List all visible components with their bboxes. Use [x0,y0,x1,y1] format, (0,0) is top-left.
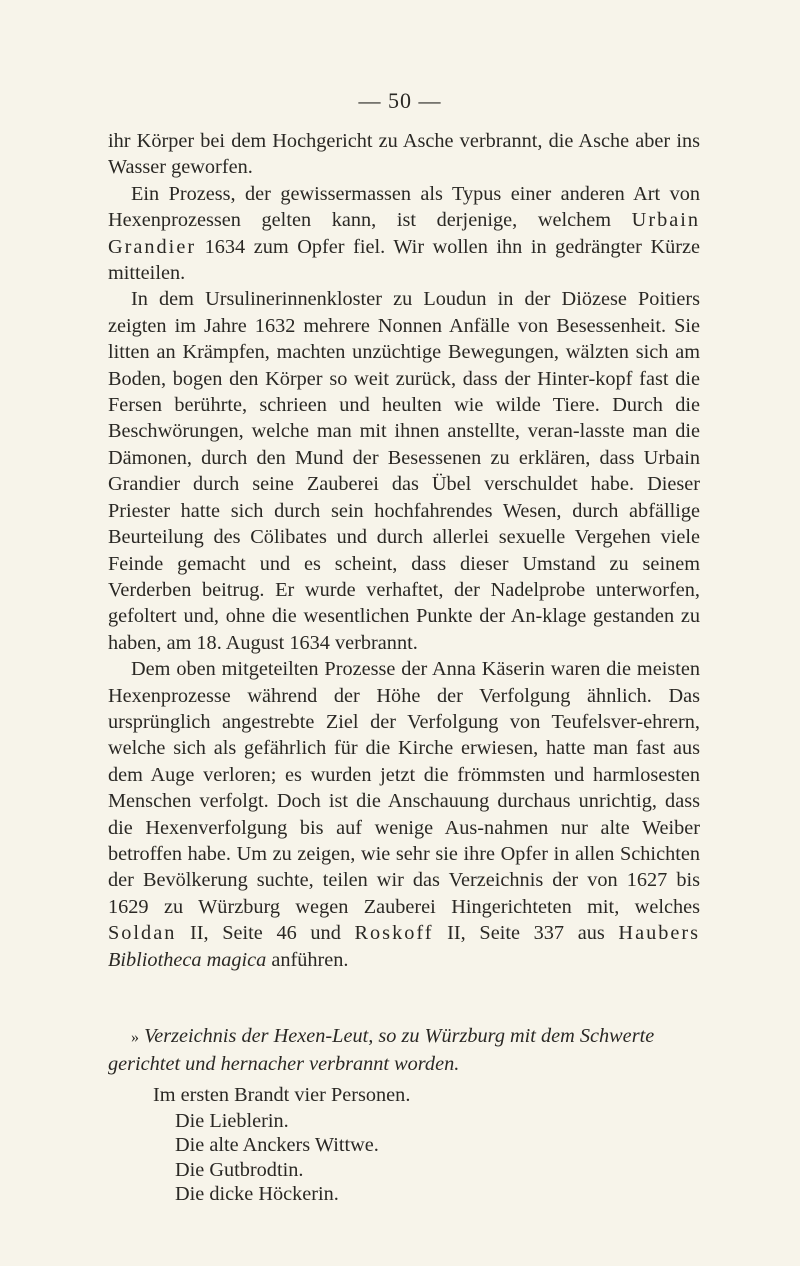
author-name: Haubers [618,922,700,945]
list-heading: Im ersten Brandt vier Personen. [153,1084,411,1106]
list-title [108,1023,700,1078]
list-item: Die Gutbrodtin. [175,1158,304,1181]
person-name: Urbain Grandier [108,209,700,258]
paragraph [108,286,700,656]
text-segment: Dem oben mitgeteilten Prozesse der Anna Käserin waren die meisten Hexenprozesse während der Höhe der Verfolgung ähnlich. Das ursprünglich angestrebte Ziel der Verfolgung von Teufelsver-ehrern, welche sich als gefährlich für die Kirche erwiesen, hatte man fast aus dem Auge verloren; es wurden jetzt die frömmsten und harmlosesten Menschen verfolgt. Doch ist die Anschauung durchaus unrichtig, dass die Hexenverfolgung bis auf wenige Aus-nahmen nur alte Weiber betroffen habe. Um zu zeigen, wie sehr sie ihre Opfer in allen Schichten der Bevölkerung suchte, teilen wir das Verzeichnis der von 1627 bis 1629 zu Würzburg wegen Zauberei Hingerichteten mit, welches [108,658,700,918]
page-number: — 50 — [358,88,442,113]
list-item: Die Lieblerin. [175,1109,289,1132]
paragraph [108,128,700,181]
list-title-text: Verzeichnis der Hexen-Leut, so zu Würzburg mit dem Schwerte gerichtet und hernacher verbrannt worden. [108,1025,655,1076]
paragraph [108,181,700,287]
victims-list [153,1083,693,1207]
author-name: Soldan [108,922,177,945]
book-title: Bibliotheca magica [108,948,267,971]
text-segment: II, Seite 46 und [176,922,355,945]
author-name: Roskoff [354,922,434,945]
text-segment: anführen. [266,948,349,971]
text-segment: In dem Ursulinerinnenkloster zu Loudun in der Diözese Poitiers zeigten im Jahre 1632 mehrere Nonnen Anfälle von Besessenheit. Sie litten an Krämpfen, machten unzüchtige Bewegungen, wälzten sich am Boden, bogen den Körper so weit zurück, dass der Hinter-kopf fast die Fersen berührte, schrieen und heulten wie wilde Tiere. Durch die Beschwörungen, welche man mit ihnen anstellte, veran-lasste man die Dämonen, durch den Mund der Besessenen zu erklären, dass Urbain Grandier durch seine Zauberei das Übel verschuldet habe. Dieser Priester hatte sich durch sein hochfahrendes Wesen, durch abfällige Beurteilung des Cölibates und durch allerlei sexuelle Vergehen viele Feinde gemacht und es scheint, dass dieser Umstand zu seinem Verderben beitrug. Er wurde verhaftet, der Nadelprobe unterworfen, gefoltert und, ohne die wesentlichen Punkte der An-klage gestanden zu haben, am 18. August 1634 verbrannt. [108,288,700,654]
text-segment: Ein Prozess, der gewissermassen als Typus einer anderen Art von Hexenprozessen gelten kann, ist derjenige, welchem [108,182,700,232]
list-items [175,1109,693,1207]
text-segment: II, Seite 337 aus [433,922,619,945]
paragraph [108,656,700,973]
quote-mark: » [131,1029,139,1046]
text-segment: 1634 zum Opfer fiel. Wir wollen ihn in gedrängter Kürze mitteilen. [108,235,700,285]
list-item: Die dicke Höckerin. [175,1183,339,1205]
text-segment: ihr Körper bei dem Hochgericht zu Asche verbrannt, die Asche aber ins Wasser geworfen. [108,130,700,179]
list-item: Die alte Anckers Wittwe. [175,1134,379,1156]
body-text [108,128,700,973]
